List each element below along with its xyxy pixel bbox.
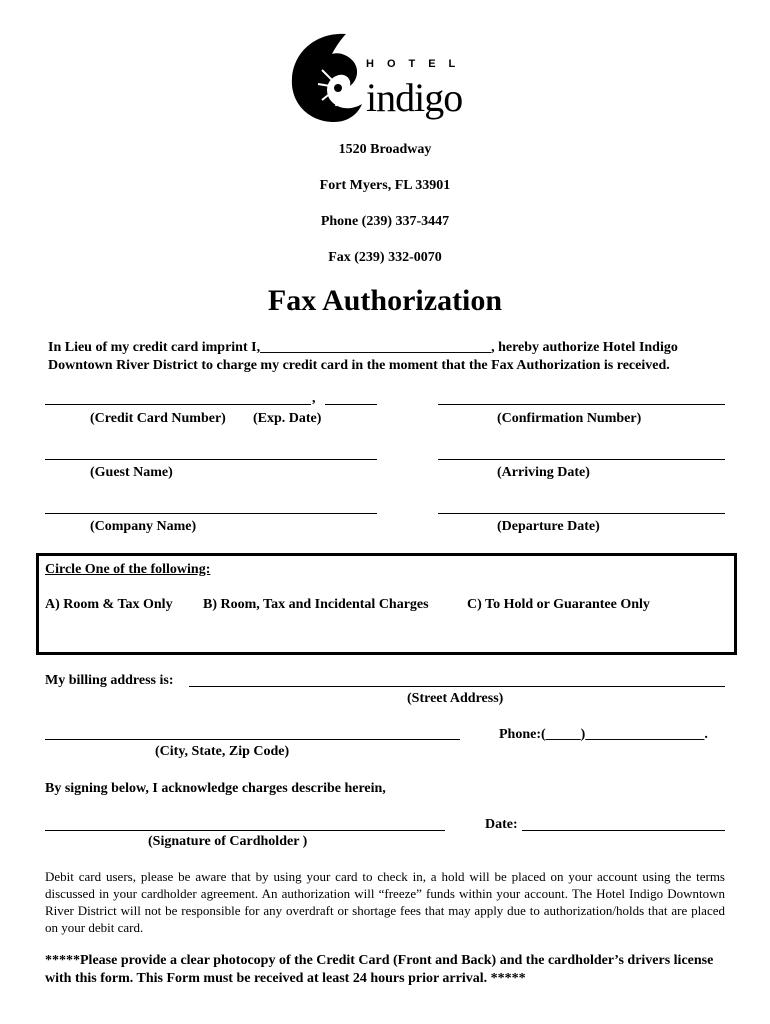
- guest-name-label: (Guest Name): [90, 465, 173, 480]
- exp-date-line[interactable]: [325, 404, 377, 405]
- arriving-date-line[interactable]: [438, 459, 725, 460]
- charge-options-heading: Circle One of the following:: [45, 562, 211, 577]
- date-line[interactable]: [522, 830, 725, 831]
- city-state-zip-label: (City, State, Zip Code): [155, 744, 290, 759]
- address-phone: Phone (239) 337-3447: [320, 214, 450, 229]
- exp-date-label: (Exp. Date): [253, 411, 322, 426]
- photocopy-requirement-note: *****Please provide a clear photocopy of the Credit Card (Front and Back) and the cardholder’s drivers license with this form. This Form must be received at least 24 hours prior arrival. *****: [45, 953, 714, 986]
- company-name-line[interactable]: [45, 513, 377, 514]
- nautilus-shell-icon: [288, 30, 368, 125]
- option-room-tax-incidental[interactable]: B) Room, Tax and Incidental Charges: [203, 597, 429, 612]
- confirmation-number-label: (Confirmation Number): [497, 411, 642, 426]
- charge-options-box: [36, 553, 737, 655]
- page-title: Fax Authorization: [267, 284, 503, 317]
- guest-name-line[interactable]: [45, 459, 377, 460]
- address-city: Fort Myers, FL 33901: [319, 178, 451, 193]
- address-fax: Fax (239) 332-0070: [328, 250, 442, 265]
- logo-hotel-text: HOTEL: [366, 58, 469, 70]
- hotel-logo: [288, 30, 488, 130]
- departure-date-label: (Departure Date): [497, 519, 600, 534]
- credit-card-number-line[interactable]: [45, 404, 311, 405]
- signature-label: (Signature of Cardholder ): [148, 834, 308, 849]
- billing-address-label: My billing address is:: [45, 673, 174, 688]
- departure-date-line[interactable]: [438, 513, 725, 514]
- city-state-zip-line[interactable]: [45, 739, 460, 740]
- street-address-line[interactable]: [189, 686, 725, 687]
- confirmation-number-line[interactable]: [438, 404, 725, 405]
- intro-statement: In Lieu of my credit card imprint I,_________________________________, hereby authorize Hotel Indigo Downtown River District to charge my credit card in the moment that the Fax Authorization is received.: [48, 340, 678, 373]
- company-name-label: (Company Name): [90, 519, 197, 534]
- address-street: 1520 Broadway: [338, 142, 432, 157]
- acknowledge-statement: By signing below, I acknowledge charges describe herein,: [45, 781, 386, 796]
- date-label: Date:: [485, 817, 518, 832]
- debit-card-notice: Debit card users, please be aware that by using your card to check in, a hold will be placed on your account using the terms discussed in your cardholder agreement. An authorization will “freeze” funds within your account. The Hotel Indigo Downtown River District will not be responsible for any overdraft or shortage fees that may apply due to authorization/holds that are placed on your debit card.: [45, 869, 725, 935]
- street-address-label: (Street Address): [407, 691, 504, 706]
- arriving-date-label: (Arriving Date): [497, 465, 590, 480]
- phone-field[interactable]: Phone:(_____)_________________.: [499, 727, 708, 742]
- field-comma: ,: [312, 391, 316, 406]
- signature-line[interactable]: [45, 830, 445, 831]
- option-hold-guarantee[interactable]: C) To Hold or Guarantee Only: [467, 597, 650, 612]
- option-room-tax[interactable]: A) Room & Tax Only: [45, 597, 173, 612]
- credit-card-number-label: (Credit Card Number): [90, 411, 226, 426]
- logo-indigo-text: indigo: [366, 75, 463, 120]
